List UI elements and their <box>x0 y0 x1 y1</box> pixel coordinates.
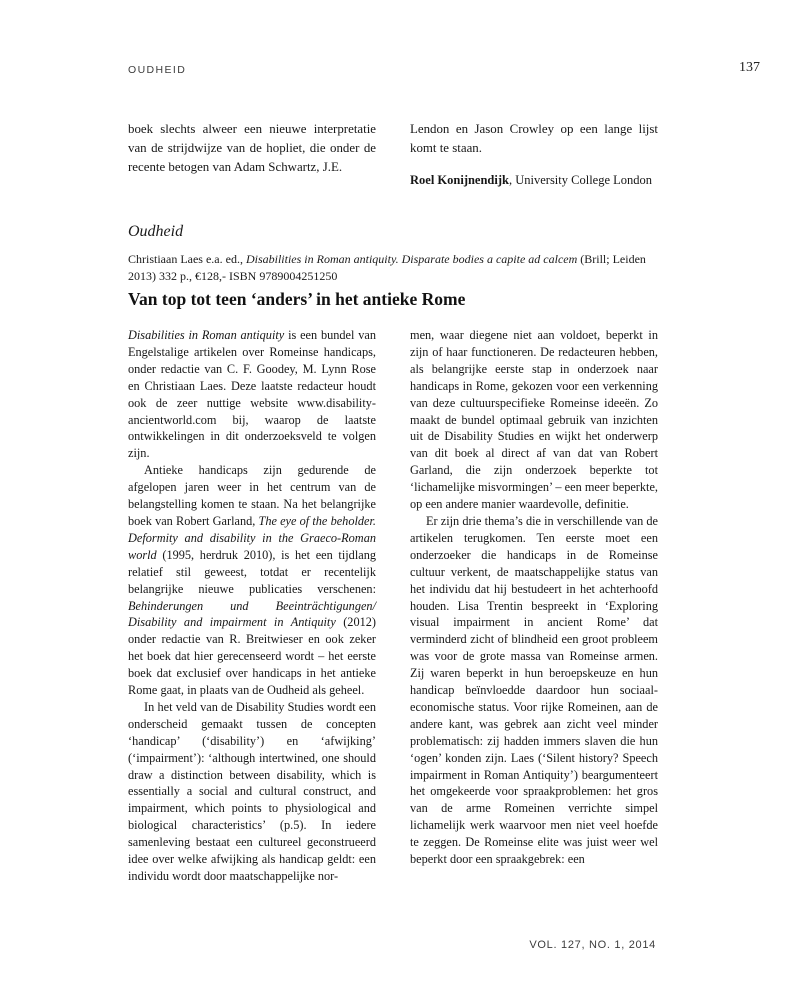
book-citation <box>128 251 668 284</box>
prev-review-left-column <box>128 120 376 188</box>
reviewer-affiliation: , University College London <box>508 173 653 188</box>
text-segment: Er zijn drie thema’s die in verschillende van de artikelen terugkomen. Ten eerste moet een onderzoeker die handicaps in de Romeinse cultuur verkent, de maatschappelijke status van het individu dat hij bestudeert in het achterhoofd houden. Lisa Trentin bespreekt in ‘Exploring visual impairment in ancient Rome’ dat verminderd zicht of blindheid een groot probleem was voor de grote massa van Romeinse armen. Zij waren beperkt in hun beroepskeuze en hun handicap beïnvloedde daardoor hun sociaal-economische status. Voor rijke Romeinen, aan de andere kant, was gebrek aan zicht veel minder problematisch: zij hadden immers slaven die hun ‘ogen’ konden zijn. Laes (‘Silent history? Speech impairment in Roman Antiquity’) beargumenteert het omgekeerde voor spraakproblemen: het gros van de arme Romeinen verrichte simpel lichamelijk werk waarvoor men niet veel hoefde te zeggen. De Romeinse elite was juist weer wel beperkt door een spraakgebrek: een <box>410 513 658 867</box>
text-segment: men, waar diegene niet aan voldoet, beperkt in zijn of haar functioneren. De redacteuren hebben, als belangrijke eerste stap in onderzoek naar handicaps in Rome, gekozen voor een verkenning van deze cultuurspecifieke Romeinse ideeën. Zo maakt de bundel optimaal gebruik van inzichten uit de Disability Studies en wijkt het onderwerp van dit boek al direct af van dat van Robert Garland, die zijn onderzoek beperkte tot ‘lichamelijke misvormingen’ – een meer beperkte, op een andere manier waardevolle, definitie. <box>410 328 658 512</box>
text-segment: (2012) onder redactie van R. Breitwieser en ook zeker het boek dat hier gerecenseerd wordt – het eerste boek dat exclusief over handicaps in het antieke Rome gaat, in plaats van de Oudheid als geheel. <box>128 615 376 698</box>
body-paragraph <box>128 327 376 462</box>
body-paragraph <box>128 699 376 885</box>
text-segment: Christiaan Laes e.a. ed., <box>128 252 246 266</box>
page-footer: VOL. 127, NO. 1, 2014 <box>529 939 656 951</box>
previous-review-tail <box>128 120 658 188</box>
body-paragraph <box>410 327 658 513</box>
body-right-column <box>410 327 658 885</box>
reviewer-name: Roel Konijnendijk <box>410 173 509 188</box>
text-segment: The eye of the beholder. Deformity and disability in the Graeco-Roman world <box>128 513 376 562</box>
text-segment: (Brill; Leiden 2013) 332 p., €128,- ISBN 9789004251250 <box>128 252 646 283</box>
prev-review-left-text: boek slechts alweer een nieuwe interpretatie van de strijdwijze van de hopliet, die onder de recente betogen van Adam Schwartz, J.E. <box>128 122 376 175</box>
body-paragraph <box>410 513 658 868</box>
prev-review-right-column <box>410 120 658 188</box>
text-segment: is een bundel van Engelstalige artikelen over Romeinse handicaps, onder redactie van C. F. Goodey, M. Lynn Rose en Christiaan Laes. Deze laatste redacteur houdt ook de zeer nuttige website www.disability-ancientworld.com bij, waarop de laatste ontwikkelingen in dit onderzoeksveld te volgen zijn. <box>128 328 376 461</box>
text-segment: Disabilities in Roman antiquity. Disparate bodies a capite ad calcem <box>245 252 578 266</box>
text-segment: Antieke handicaps zijn gedurende de afgelopen jaren weer in het centrum van de belangstelling komen te staan. Na het belangrijke boek van Robert Garland, <box>128 463 376 528</box>
body-left-column <box>128 327 376 885</box>
text-segment: In het veld van de Disability Studies wordt een onderscheid gemaakt tussen de concepten ‘handicap’ (‘disability’) en ‘afwijking’ (‘impairment’): ‘although intertwined, one should draw a distinction between disability, which is essentially a social and cultural construct, and impairment, which points to physiological and biological characteristics’ (p.5). In iedere samenleving bestaat een cultureel geconstrueerd idee over welke afwijking als handicap geldt: een individu wordt door maatschappelijke nor- <box>128 699 376 883</box>
text-segment: Disabilities in Roman antiquity <box>128 328 285 342</box>
reviewer-signature <box>410 173 658 188</box>
text-segment: Behinderungen und Beeinträchtigungen/ Disability and impairment in Antiquity <box>128 598 376 630</box>
page-number: 137 <box>739 60 760 75</box>
section-heading: Oudheid <box>128 223 184 240</box>
body-paragraph <box>128 462 376 699</box>
text-segment: (1995, herdruk 2010), is het een tijdlang relatief stil geweest, totdat er recentelijk belangrijke nieuwe publicaties verschenen: <box>128 547 376 596</box>
running-header: OUDHEID <box>128 64 187 76</box>
review-body <box>128 327 658 885</box>
prev-review-right-text: Lendon en Jason Crowley op een lange lijst komt te staan. <box>410 122 658 156</box>
article-title: Van top tot teen ‘anders’ in het antieke Rome <box>128 289 466 309</box>
